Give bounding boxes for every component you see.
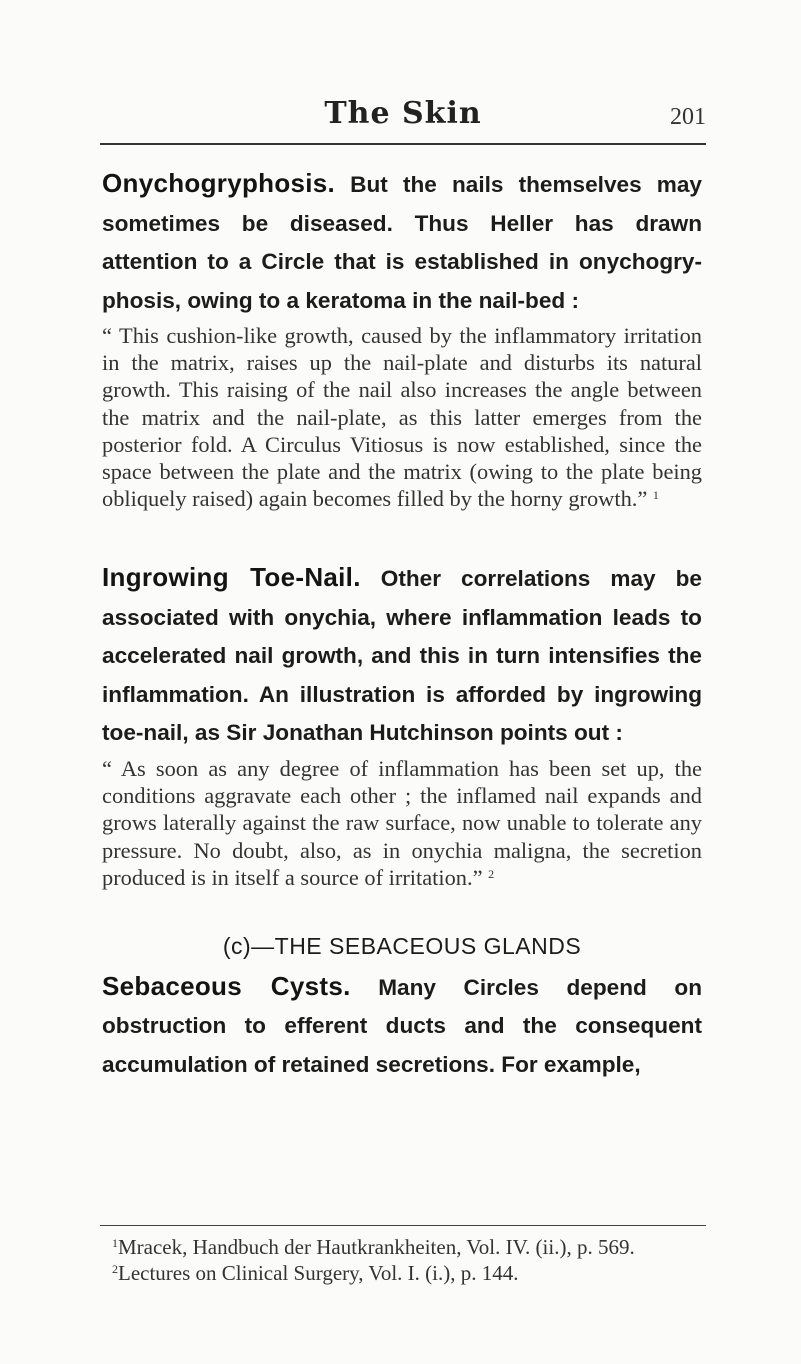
hutchinson-quote (102, 755, 702, 891)
running-head (100, 96, 706, 140)
sebaceous-cysts-heading: Sebaceous Cysts. (102, 970, 351, 1001)
footnote-ref-1: 1 (652, 488, 659, 503)
heller-quote-text: “ This cushion-like growth, caused by the inflammatory irritation in the matrix, raises up the nail-plate and disturbs its natural growth. This raising of the nail also increases the angle between the matrix and the nail-plate, as this latter emerges from the posterior fold. A Circulus Vitiosus is now established, since the space between the plate and the matrix (owing to the plate being obliquely raised) again becomes filled by the horny growth.” (102, 323, 702, 512)
footnote-2-mark: 2 (112, 1262, 118, 1276)
sebaceous-glands-subheading: (c)—THE SEBACEOUS GLANDS (222, 932, 582, 959)
header-rule (100, 143, 706, 145)
footnotes (112, 1234, 704, 1286)
footnote-2-text: Lectures on Clinical Surgery, Vol. I. (i.), p. 144. (118, 1261, 519, 1285)
running-head-title: The Skin (324, 96, 482, 131)
page-number: 201 (670, 104, 706, 130)
page-body (102, 164, 702, 1084)
ingrowing-toe-nail-text: Other correlations may be associated with onychia, where inflammation leads to accelerated nail growth, and this in turn intensifies the inflammation. An illustration is afforded by ingrowing toe-nail, as Sir Jonathan Hutchinson points out : (102, 566, 702, 746)
footnote-ref-2: 2 (488, 866, 495, 881)
footnote-1-text: Mracek, Handbuch der Hautkrankheiten, Vol. IV. (ii.), p. 569. (118, 1235, 635, 1259)
footnote-rule (100, 1225, 706, 1226)
onychogryphosis-text: But the nails themselves may sometimes be diseased. Thus Heller has drawn attention to a Circle that is established in onychogry-phosis, owing to a keratoma in the nail-bed : (102, 172, 702, 313)
footnote-2 (112, 1260, 704, 1286)
onychogryphosis-heading: Onychogryphosis. (102, 168, 336, 198)
heller-quote (102, 322, 702, 512)
hutchinson-quote-text: “ As soon as any degree of inflammation has been set up, the conditions aggravate each other ; the inflamed nail expands and grows laterally against the raw surface, now unable to tolerate any pressure. No doubt, also, as in onychia maligna, the secretion produced is in itself a source of irritation.” (102, 755, 702, 890)
onychogryphosis-paragraph (102, 164, 702, 320)
footnote-1 (112, 1234, 704, 1260)
sebaceous-cysts-paragraph (102, 967, 702, 1085)
footnote-1-mark: 1 (112, 1236, 118, 1250)
ingrowing-toe-nail-paragraph (102, 558, 702, 753)
ingrowing-toe-nail-heading: Ingrowing Toe-Nail. (102, 562, 361, 593)
sebaceous-cysts-text: Many Circles depend on obstruction to efferent ducts and the consequent accumulation of retained secretions. For example, (102, 974, 702, 1077)
